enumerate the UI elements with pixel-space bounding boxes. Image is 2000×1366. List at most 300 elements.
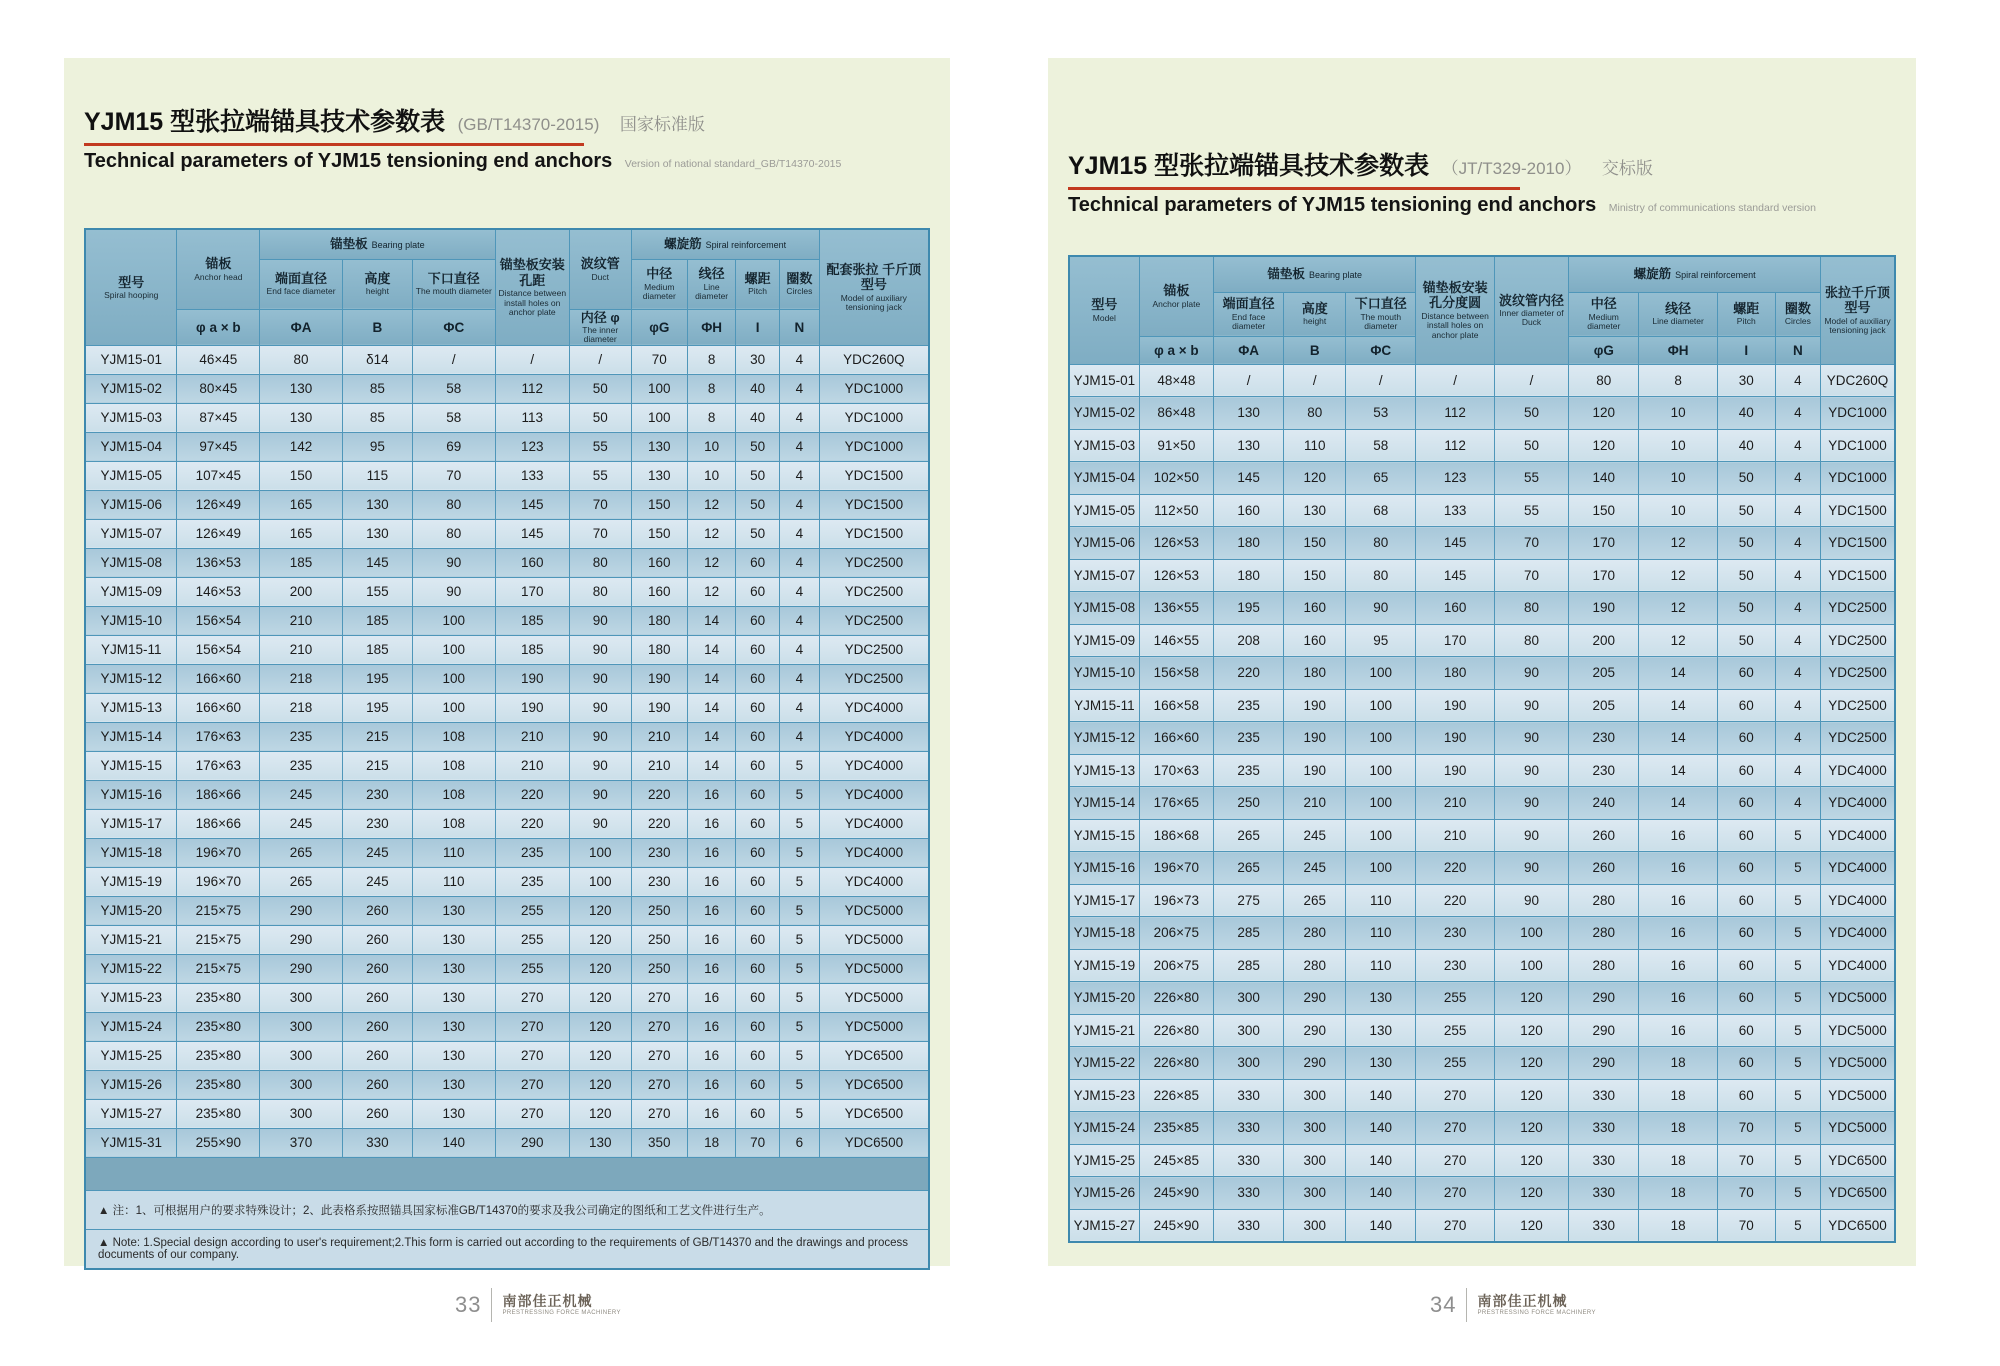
value-cell: 90 — [569, 664, 631, 693]
value-cell: YDC4000 — [1821, 884, 1895, 917]
value-cell: 196×73 — [1139, 884, 1213, 917]
value-cell: 190 — [1416, 722, 1494, 755]
value-cell: 206×75 — [1139, 949, 1213, 982]
value-cell: 5 — [780, 896, 820, 925]
value-cell: 123 — [495, 432, 569, 461]
value-cell: 255 — [495, 896, 569, 925]
value-cell: 290 — [1569, 1047, 1639, 1080]
value-cell: 140 — [1346, 1144, 1416, 1177]
model-cell: YJM15-18 — [1069, 917, 1139, 950]
value-cell: 280 — [1284, 949, 1346, 982]
value-cell: 102×50 — [1139, 462, 1213, 495]
table-row — [1069, 527, 1895, 560]
title-en-note: Version of national standard_GB/T14370-2015 — [624, 158, 842, 170]
value-cell: 70 — [1494, 559, 1568, 592]
value-cell: 126×53 — [1139, 527, 1213, 560]
value-cell: 5 — [1775, 949, 1820, 982]
value-cell: YDC4000 — [819, 722, 929, 751]
column-header: 型号 Model — [1069, 256, 1139, 364]
value-cell: 100 — [1346, 819, 1416, 852]
header-row — [85, 229, 929, 259]
value-cell: 120 — [569, 954, 631, 983]
value-cell: 145 — [1416, 527, 1494, 560]
value-cell: 180 — [1214, 559, 1284, 592]
value-cell: 4 — [780, 374, 820, 403]
table-row — [85, 490, 929, 519]
value-cell: 90 — [1494, 884, 1568, 917]
model-cell: YJM15-26 — [85, 1070, 177, 1099]
footer-divider — [1466, 1288, 1467, 1322]
value-cell: 250 — [1214, 787, 1284, 820]
value-cell: 110 — [1284, 429, 1346, 462]
model-cell: YJM15-21 — [1069, 1014, 1139, 1047]
value-cell: 5 — [1775, 917, 1820, 950]
value-cell: 210 — [495, 722, 569, 751]
value-cell: 265 — [1284, 884, 1346, 917]
value-cell: YDC4000 — [819, 751, 929, 780]
table-row — [1069, 592, 1895, 625]
value-cell: 235×80 — [177, 1041, 260, 1070]
value-cell: 195 — [342, 693, 412, 722]
value-cell: YDC1000 — [1821, 397, 1895, 430]
value-cell: 130 — [412, 925, 495, 954]
value-cell: 210 — [1416, 819, 1494, 852]
title-underline — [1068, 187, 1520, 190]
value-cell: 16 — [688, 1070, 736, 1099]
value-cell: 80 — [260, 345, 343, 374]
column-header: 线径 Line diameter — [1639, 292, 1717, 336]
value-cell: 300 — [260, 983, 343, 1012]
value-cell: 220 — [1416, 852, 1494, 885]
value-cell: 290 — [1569, 1014, 1639, 1047]
value-cell: 170×63 — [1139, 754, 1213, 787]
table-row — [1069, 1079, 1895, 1112]
column-header: 锚垫板安装 孔分度圆 Distance between install holes on anchor plate — [1416, 256, 1494, 364]
value-cell: 180 — [1214, 527, 1284, 560]
value-cell: 265 — [1214, 819, 1284, 852]
value-cell: 290 — [1569, 982, 1639, 1015]
value-cell: YDC4000 — [819, 809, 929, 838]
value-cell: 145 — [495, 519, 569, 548]
value-cell: δ14 — [342, 345, 412, 374]
value-cell: 80 — [412, 519, 495, 548]
value-cell: 170 — [1569, 527, 1639, 560]
value-cell: YDC1000 — [819, 432, 929, 461]
value-cell: 300 — [1214, 982, 1284, 1015]
value-cell: 120 — [569, 896, 631, 925]
value-cell: 226×80 — [1139, 1047, 1213, 1080]
value-cell: 290 — [1284, 982, 1346, 1015]
column-header: 下口直径 The mouth diameter — [412, 259, 495, 309]
value-cell: 10 — [688, 461, 736, 490]
value-cell: 80 — [412, 490, 495, 519]
value-cell: 265 — [260, 867, 343, 896]
value-cell: 30 — [736, 345, 780, 374]
value-cell: 180 — [631, 635, 688, 664]
value-cell: 60 — [736, 1041, 780, 1070]
value-cell: 130 — [1284, 494, 1346, 527]
value-cell: 100 — [412, 664, 495, 693]
value-cell: YDC5000 — [819, 896, 929, 925]
company-logo — [1477, 1294, 1595, 1316]
column-header: 波纹管 Duct — [569, 229, 631, 309]
value-cell: YDC2500 — [819, 635, 929, 664]
value-cell: 270 — [631, 1012, 688, 1041]
value-cell: 200 — [1569, 624, 1639, 657]
value-cell: 90 — [569, 693, 631, 722]
value-cell: 90 — [1494, 657, 1568, 690]
value-cell: 120 — [1494, 1014, 1568, 1047]
value-cell: 270 — [495, 1012, 569, 1041]
value-cell: 95 — [342, 432, 412, 461]
value-cell: 50 — [1494, 397, 1568, 430]
value-cell: 60 — [1717, 1014, 1775, 1047]
value-cell: 90 — [1494, 787, 1568, 820]
model-cell: YJM15-19 — [1069, 949, 1139, 982]
value-cell: 130 — [412, 1099, 495, 1128]
table-row — [1069, 949, 1895, 982]
value-cell: 60 — [1717, 917, 1775, 950]
table-row — [85, 548, 929, 577]
value-cell: 130 — [1214, 429, 1284, 462]
value-cell: 136×55 — [1139, 592, 1213, 625]
model-cell: YJM15-10 — [85, 606, 177, 635]
value-cell: 108 — [412, 809, 495, 838]
model-cell: YJM15-19 — [85, 867, 177, 896]
table-row — [85, 838, 929, 867]
value-cell: 12 — [1639, 592, 1717, 625]
value-cell: 330 — [1569, 1112, 1639, 1145]
value-cell: 90 — [1494, 722, 1568, 755]
title-standard: (GB/T14370-2015) — [457, 115, 600, 134]
value-cell: 210 — [1416, 787, 1494, 820]
value-cell: 14 — [688, 693, 736, 722]
value-cell: 245 — [260, 809, 343, 838]
table-row — [1069, 1177, 1895, 1210]
value-cell: 260 — [342, 954, 412, 983]
value-cell: 18 — [1639, 1177, 1717, 1210]
model-cell: YJM15-26 — [1069, 1177, 1139, 1210]
value-cell: 70 — [569, 519, 631, 548]
value-cell: 5 — [1775, 1014, 1820, 1047]
value-cell: 4 — [780, 548, 820, 577]
value-cell: 160 — [1284, 624, 1346, 657]
column-header: 波纹管内径 Inner diameter of Duck — [1494, 256, 1568, 364]
value-cell: 60 — [1717, 722, 1775, 755]
value-cell: 4 — [780, 345, 820, 374]
value-cell: 108 — [412, 722, 495, 751]
value-cell: 50 — [736, 519, 780, 548]
value-cell: 80 — [1494, 624, 1568, 657]
value-cell: 330 — [1569, 1144, 1639, 1177]
column-header: ΦH — [688, 309, 736, 345]
value-cell: 50 — [1494, 429, 1568, 462]
title-standard: （JT/T329-2010） — [1441, 159, 1582, 178]
footer-divider — [491, 1288, 492, 1322]
value-cell: 4 — [780, 490, 820, 519]
table-row — [85, 519, 929, 548]
value-cell: 16 — [1639, 1014, 1717, 1047]
column-header: 端面直径 End face diameter — [260, 259, 343, 309]
value-cell: 280 — [1569, 884, 1639, 917]
value-cell: 4 — [1775, 657, 1820, 690]
value-cell: 16 — [688, 954, 736, 983]
value-cell: 210 — [631, 722, 688, 751]
value-cell: 155 — [342, 577, 412, 606]
value-cell: 120 — [1494, 1177, 1568, 1210]
value-cell: 100 — [1346, 657, 1416, 690]
value-cell: 130 — [412, 954, 495, 983]
value-cell: 130 — [1346, 1047, 1416, 1080]
value-cell: 330 — [1214, 1079, 1284, 1112]
column-header: 螺距 Pitch — [736, 259, 780, 309]
value-cell: 70 — [1717, 1209, 1775, 1242]
value-cell: 166×58 — [1139, 689, 1213, 722]
value-cell: 5 — [780, 867, 820, 896]
value-cell: 30 — [1717, 364, 1775, 397]
value-cell: 218 — [260, 664, 343, 693]
value-cell: 4 — [1775, 559, 1820, 592]
company-logo-text: 南部佳正机械 — [1477, 1293, 1568, 1309]
value-cell: YDC2500 — [1821, 624, 1895, 657]
value-cell: 60 — [736, 1070, 780, 1099]
value-cell: 5 — [1775, 852, 1820, 885]
value-cell: YDC4000 — [819, 780, 929, 809]
value-cell: 130 — [260, 374, 343, 403]
value-cell: 70 — [736, 1128, 780, 1157]
value-cell: 120 — [1494, 1144, 1568, 1177]
value-cell: 60 — [1717, 852, 1775, 885]
column-header: 配套张拉 千斤顶 型号 Model of auxiliary tensioning jack — [819, 229, 929, 345]
value-cell: 120 — [1494, 1047, 1568, 1080]
value-cell: 145 — [342, 548, 412, 577]
table-row — [1069, 787, 1895, 820]
page-title-en: Technical parameters of YJM15 tensioning end anchors — [84, 150, 613, 172]
title-en-note: Ministry of communications standard version — [1608, 202, 1816, 214]
value-cell: 176×63 — [177, 751, 260, 780]
value-cell: 255 — [495, 954, 569, 983]
title-block-national — [84, 102, 841, 173]
column-header: ΦA — [260, 309, 343, 345]
table-row — [85, 345, 929, 374]
value-cell: 130 — [1346, 982, 1416, 1015]
value-cell: 186×66 — [177, 780, 260, 809]
table-row — [85, 1041, 929, 1070]
model-cell: YJM15-04 — [1069, 462, 1139, 495]
value-cell: 260 — [342, 1041, 412, 1070]
value-cell: / — [1346, 364, 1416, 397]
value-cell: 196×70 — [177, 867, 260, 896]
model-cell: YJM15-10 — [1069, 657, 1139, 690]
value-cell: 370 — [260, 1128, 343, 1157]
value-cell: 226×80 — [1139, 1014, 1213, 1047]
value-cell: 140 — [412, 1128, 495, 1157]
value-cell: 126×53 — [1139, 559, 1213, 592]
value-cell: 16 — [1639, 982, 1717, 1015]
value-cell: 80×45 — [177, 374, 260, 403]
model-cell: YJM15-14 — [1069, 787, 1139, 820]
value-cell: 160 — [631, 548, 688, 577]
value-cell: 150 — [1569, 494, 1639, 527]
value-cell: 60 — [1717, 787, 1775, 820]
model-cell: YJM15-22 — [1069, 1047, 1139, 1080]
value-cell: 245×90 — [1139, 1209, 1213, 1242]
model-cell: YJM15-13 — [1069, 754, 1139, 787]
value-cell: 55 — [1494, 462, 1568, 495]
table-row — [85, 954, 929, 983]
model-cell: YJM15-21 — [85, 925, 177, 954]
value-cell: 130 — [412, 983, 495, 1012]
value-cell: 16 — [1639, 852, 1717, 885]
value-cell: 250 — [631, 925, 688, 954]
table-row — [1069, 884, 1895, 917]
column-header: 型号 Spiral hooping — [85, 229, 177, 345]
value-cell: 300 — [1284, 1079, 1346, 1112]
model-cell: YJM15-22 — [85, 954, 177, 983]
value-cell: 4 — [780, 403, 820, 432]
value-cell: 270 — [631, 1099, 688, 1128]
value-cell: 226×85 — [1139, 1079, 1213, 1112]
value-cell: YDC1500 — [819, 461, 929, 490]
model-cell: YJM15-27 — [1069, 1209, 1139, 1242]
column-header: ΦA — [1214, 336, 1284, 364]
value-cell: 60 — [1717, 754, 1775, 787]
title-block-communications — [1068, 146, 1816, 217]
value-cell: 40 — [736, 403, 780, 432]
value-cell: 100 — [1494, 917, 1568, 950]
value-cell: 260 — [342, 925, 412, 954]
table-row — [85, 432, 929, 461]
column-header: ΦC — [1346, 336, 1416, 364]
value-cell: 166×60 — [1139, 722, 1213, 755]
value-cell: 4 — [1775, 787, 1820, 820]
value-cell: 260 — [342, 1070, 412, 1099]
value-cell: 190 — [1416, 689, 1494, 722]
value-cell: 5 — [780, 1041, 820, 1070]
value-cell: 190 — [1284, 754, 1346, 787]
value-cell: YDC4000 — [819, 867, 929, 896]
value-cell: 260 — [342, 983, 412, 1012]
value-cell: 230 — [1416, 949, 1494, 982]
value-cell: 55 — [1494, 494, 1568, 527]
value-cell: 60 — [1717, 1079, 1775, 1112]
value-cell: YDC2500 — [1821, 657, 1895, 690]
value-cell: 86×48 — [1139, 397, 1213, 430]
column-header: I — [736, 309, 780, 345]
value-cell: 90 — [412, 577, 495, 606]
value-cell: 290 — [1284, 1014, 1346, 1047]
table-row — [1069, 657, 1895, 690]
column-header: 中径 Medium diameter — [631, 259, 688, 309]
value-cell: 5 — [780, 751, 820, 780]
page-33 — [64, 58, 950, 1266]
value-cell: 12 — [688, 577, 736, 606]
value-cell: 235 — [495, 838, 569, 867]
value-cell: 100 — [1346, 754, 1416, 787]
model-cell: YJM15-18 — [85, 838, 177, 867]
value-cell: 130 — [1214, 397, 1284, 430]
table-row — [85, 722, 929, 751]
value-cell: 123 — [1416, 462, 1494, 495]
value-cell: 14 — [1639, 657, 1717, 690]
page-number: 34 — [1430, 1292, 1457, 1317]
model-cell: YJM15-11 — [1069, 689, 1139, 722]
value-cell: 230 — [631, 838, 688, 867]
value-cell: 260 — [1569, 819, 1639, 852]
value-cell: 235×80 — [177, 1070, 260, 1099]
value-cell: 120 — [1494, 1112, 1568, 1145]
value-cell: 85 — [342, 374, 412, 403]
value-cell: 4 — [1775, 624, 1820, 657]
column-header: 端面直径 End face diameter — [1214, 292, 1284, 336]
value-cell: 70 — [1717, 1177, 1775, 1210]
value-cell: 180 — [631, 606, 688, 635]
value-cell: 100 — [1346, 689, 1416, 722]
value-cell: 230 — [1416, 917, 1494, 950]
value-cell: 235 — [260, 751, 343, 780]
value-cell: 8 — [688, 403, 736, 432]
value-cell: 4 — [1775, 397, 1820, 430]
value-cell: 130 — [412, 1012, 495, 1041]
value-cell: 5 — [780, 780, 820, 809]
value-cell: 330 — [1569, 1209, 1639, 1242]
value-cell: 300 — [260, 1012, 343, 1041]
value-cell: 130 — [569, 1128, 631, 1157]
value-cell: 60 — [736, 809, 780, 838]
value-cell: 4 — [780, 635, 820, 664]
value-cell: 300 — [1284, 1209, 1346, 1242]
table-row — [85, 664, 929, 693]
value-cell: 142 — [260, 432, 343, 461]
value-cell: 133 — [1416, 494, 1494, 527]
column-header: φG — [1569, 336, 1639, 364]
value-cell: YDC2500 — [819, 548, 929, 577]
value-cell: 190 — [495, 693, 569, 722]
value-cell: YDC4000 — [819, 693, 929, 722]
value-cell: YDC1500 — [1821, 494, 1895, 527]
value-cell: YDC6500 — [819, 1041, 929, 1070]
value-cell: 195 — [1214, 592, 1284, 625]
value-cell: 16 — [1639, 819, 1717, 852]
table-row — [85, 403, 929, 432]
note-row — [85, 1229, 929, 1269]
value-cell: 250 — [631, 954, 688, 983]
model-cell: YJM15-02 — [85, 374, 177, 403]
value-cell: 100 — [1346, 787, 1416, 820]
value-cell: 270 — [1416, 1112, 1494, 1145]
value-cell: 18 — [1639, 1079, 1717, 1112]
value-cell: 5 — [1775, 819, 1820, 852]
value-cell: 205 — [1569, 657, 1639, 690]
value-cell: 60 — [736, 606, 780, 635]
value-cell: 156×54 — [177, 635, 260, 664]
value-cell: 215 — [342, 722, 412, 751]
value-cell: 245×90 — [1139, 1177, 1213, 1210]
value-cell: 245 — [342, 867, 412, 896]
value-cell: 290 — [260, 954, 343, 983]
value-cell: 55 — [569, 432, 631, 461]
value-cell: 215 — [342, 751, 412, 780]
title-line — [84, 102, 841, 138]
value-cell: 4 — [1775, 462, 1820, 495]
value-cell: 16 — [688, 1041, 736, 1070]
value-cell: 14 — [688, 606, 736, 635]
value-cell: 136×53 — [177, 548, 260, 577]
model-cell: YJM15-23 — [85, 983, 177, 1012]
value-cell: 120 — [569, 1070, 631, 1099]
value-cell: 190 — [1284, 722, 1346, 755]
value-cell: 10 — [688, 432, 736, 461]
